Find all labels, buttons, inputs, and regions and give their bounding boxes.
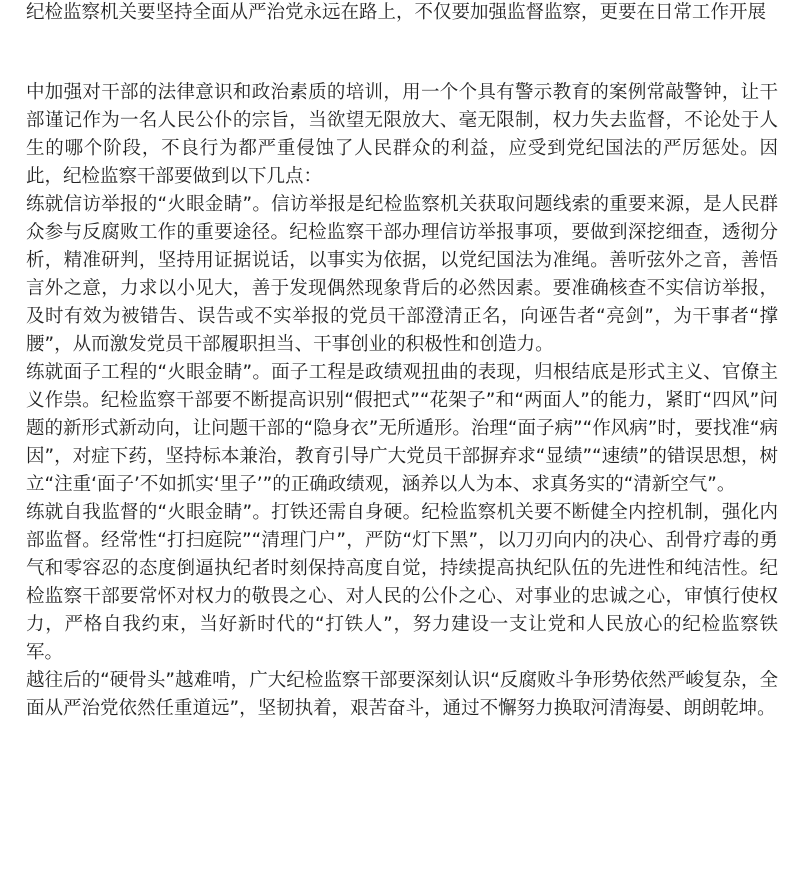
paragraph-conclusion: 越往后的“硬骨头”越难啃，广大纪检监察干部要深刻认识“反腐败斗争形势依然严峻复杂，全面从严治党依然任重道远”，坚韧执着，艰苦奋斗，通过不懈努力换取河清海晏、朗朗乾坤。 xyxy=(26,670,778,719)
paragraph-intro: 中加强对干部的法律意识和政治素质的培训，用一个个具有警示教育的案例常敲警钟，让干部谨记作为一名人民公仆的宗旨，当欲望无限放大、毫无限制，权力失去监督，不论处于人生的哪个阶段，不良行为都严重侵蚀了人民群众的利益，应受到党纪国法的严厉惩处。因此，纪检监察干部要做到以下几点： xyxy=(26,82,778,187)
paragraph-face-projects: 练就面子工程的“火眼金睛”。面子工程是政绩观扭曲的表现，归根结底是形式主义、官僚主义作祟。纪检监察干部要不断提高识别“假把式”“花架子”和“两面人”的能力，紧盯“四风”问题的新形式新动向，让问题干部的“隐身衣”无所遁形。治理“面子病”“作风病”时，要找准“病因”，对症下药，坚持标本兼治，教育引导广大党员干部摒弃求“显绩”“速绩”的错误思想，树立“注重‘面子’不如抓实‘里子’”的正确政绩观，涵养以人为本、求真务实的“清新空气”。 xyxy=(26,362,778,495)
paragraph-self-supervision: 练就自我监督的“火眼金睛”。打铁还需自身硬。纪检监察机关要不断健全内控机制，强化内部监督。经常性“打扫庭院”“清理门户”，严防“灯下黑”，以刀刃向内的决心、刮骨疗毒的勇气和零容忍的态度倒逼执纪者时刻保持高度自觉，持续提高执纪队伍的先进性和纯洁性。纪检监察干部要常怀对权力的敬畏之心、对人民的公仆之心、对事业的忠诚之心，审慎行使权力，严格自我约束，当好新时代的“打铁人”，努力建设一支让党和人民放心的纪检监察铁军。 xyxy=(26,502,778,663)
document-top-line: 纪检监察机关要坚持全面从严治党永远在路上，不仅要加强监督监察，更要在日常工作开展 xyxy=(26,2,767,23)
document-body xyxy=(26,79,778,723)
paragraph-letters-reports: 练就信访举报的“火眼金睛”。信访举报是纪检监察机关获取问题线索的重要来源，是人民群众参与反腐败工作的重要途径。纪检监察干部办理信访举报事项，要做到深挖细查，透彻分析，精准研判，坚持用证据说话，以事实为依据，以党纪国法为准绳。善听弦外之音，善悟言外之意，力求以小见大，善于发现偶然现象背后的必然因素。要准确核查不实信访举报，及时有效为被错告、误告或不实举报的党员干部澄清正名，向诬告者“亮剑”，为干事者“撑腰”，从而激发党员干部履职担当、干事创业的积极性和创造力。 xyxy=(26,194,778,355)
